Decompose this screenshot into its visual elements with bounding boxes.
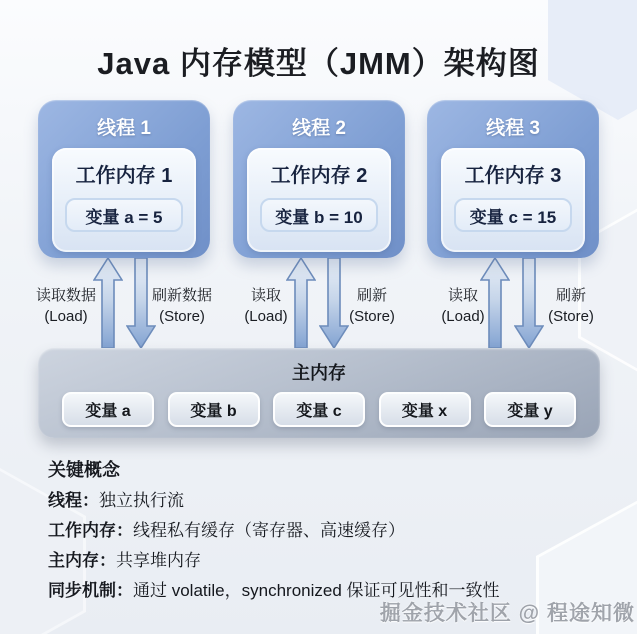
working-memory-box-1 <box>52 148 196 252</box>
working-memory-box-3 <box>441 148 585 252</box>
memory-variable-chip: 变量 b <box>168 392 260 427</box>
store-label-3: 刷新 (Store) <box>548 287 594 325</box>
memory-variable-chip: 变量 y <box>484 392 576 427</box>
thread-box-1 <box>38 100 210 258</box>
store-label-2: 刷新 (Store) <box>349 287 395 325</box>
load-label-1: 读取数据 (Load) <box>35 287 96 325</box>
thread-title: 线程 2 <box>292 118 346 139</box>
thread-title: 线程 1 <box>97 118 151 139</box>
key-concepts-section <box>48 460 500 601</box>
concept-sync-mechanism: 同步机制：通过 volatile，synchronized 保证可见性和一致性 <box>48 581 500 600</box>
main-memory-box <box>38 348 600 438</box>
page-title: Java 内存模型（JMM）架构图 <box>97 46 540 81</box>
key-concepts-heading: 关键概念 <box>48 460 120 480</box>
working-memory-title: 工作内存 3 <box>464 165 562 187</box>
watermark: 掘金技术社区 @ 程途知微 <box>379 602 635 625</box>
variable-chip: 变量 b = 10 <box>260 198 378 232</box>
memory-variable-chip: 变量 x <box>379 392 471 427</box>
thread-title: 线程 3 <box>486 118 540 139</box>
load-label-3: 读取 (Load) <box>441 287 485 325</box>
concept-thread: 线程：独立执行流 <box>48 491 184 510</box>
load-label-2: 读取 (Load) <box>244 287 288 325</box>
variable-chip: 变量 a = 5 <box>65 198 183 232</box>
working-memory-title: 工作内存 1 <box>75 165 173 187</box>
concept-main-memory: 主内存：共享堆内存 <box>48 551 201 570</box>
memory-variable-chip: 变量 a <box>62 392 154 427</box>
thread-box-3 <box>427 100 599 258</box>
working-memory-box-2 <box>247 148 391 252</box>
concept-working-memory: 工作内存：线程私有缓存（寄存器、高速缓存） <box>48 521 405 540</box>
working-memory-title: 工作内存 2 <box>270 165 368 187</box>
main-memory-title: 主内存 <box>292 363 346 383</box>
main-memory-variables <box>62 392 576 427</box>
variable-chip: 变量 c = 15 <box>454 198 572 232</box>
store-label-1: 刷新数据 (Store) <box>151 287 212 325</box>
thread-box-2 <box>233 100 405 258</box>
memory-variable-chip: 变量 c <box>273 392 365 427</box>
